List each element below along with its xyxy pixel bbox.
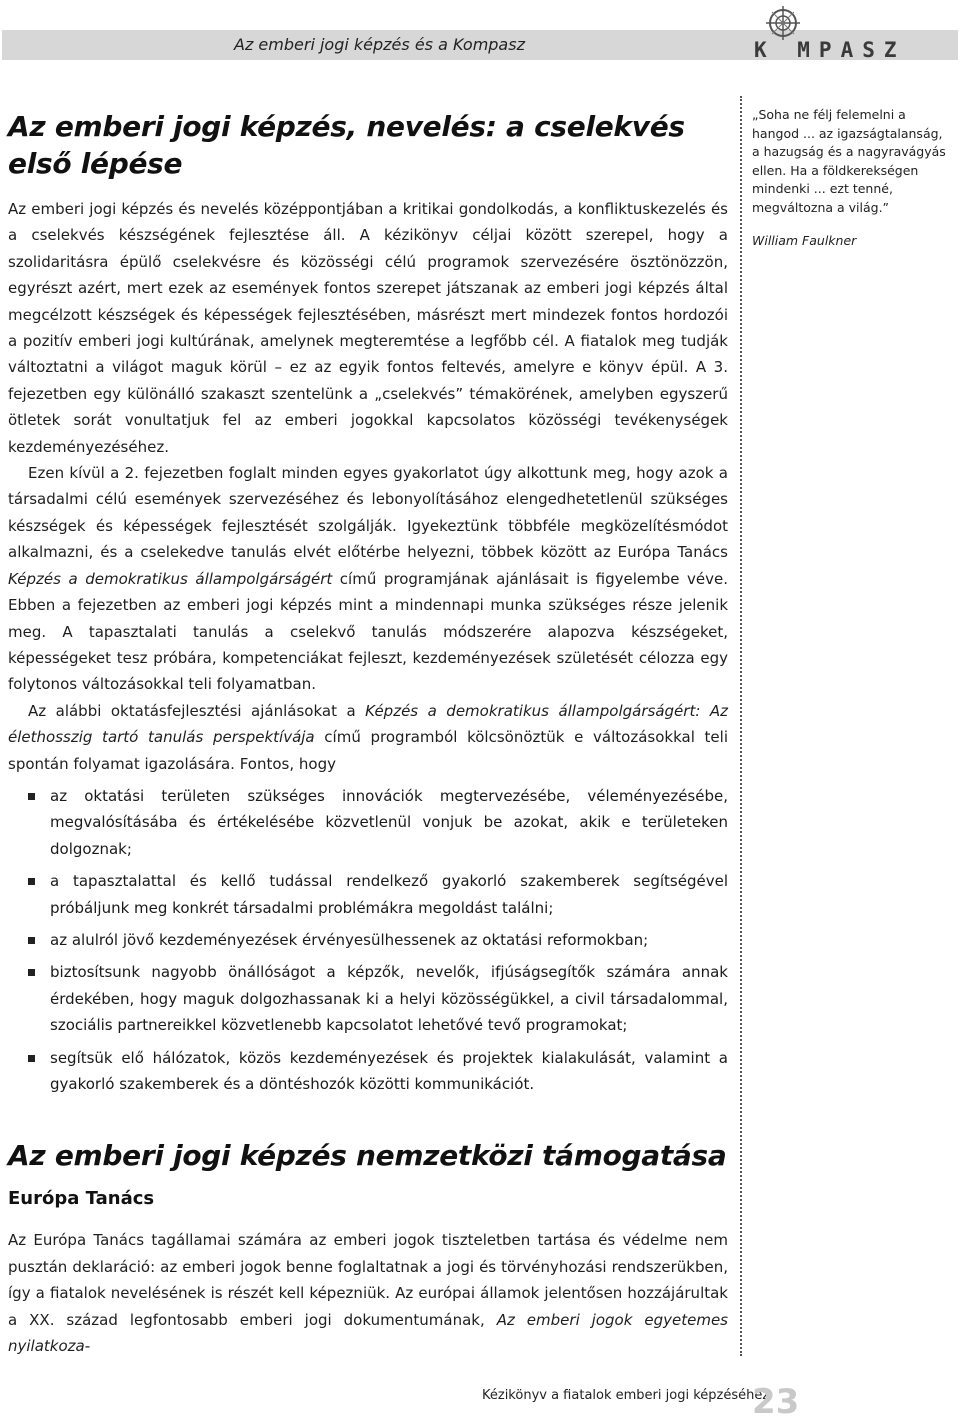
list-item-text: az oktatási területen szükséges innovációk megtervezésébe, véleményezésébe, megvalósításába és értékelésébe közvetlenül vonjuk be azokat, akik e területeken dolgoznak; [50, 786, 728, 858]
sidebar [752, 106, 950, 248]
p2-title-em: Képzés a demokratikus állampolgárságért [8, 569, 333, 588]
bullet-icon [28, 937, 35, 944]
logo-text: K MPASZ [754, 38, 906, 62]
section1-paragraph-2 [8, 460, 728, 698]
bullet-icon [28, 793, 35, 800]
page-number: 23 [752, 1382, 800, 1422]
bullet-icon [28, 969, 35, 976]
section1-paragraph-3 [8, 698, 728, 777]
list-item-text: segítsük elő hálózatok, közös kezdeményezések és projektek kialakulását, valamint a gyakorló szakemberek és a döntéshozók közötti kommunikációt. [50, 1048, 728, 1093]
quote-author: William Faulkner [752, 233, 857, 248]
section2-subheading: Európa Tanács [8, 1188, 155, 1210]
p3-title-em: Képzés a demokratikus állampolgárságért: Az élethosszig tartó tanulás perspektívája [8, 701, 729, 747]
header-title: Az emberi jogi képzés és a Kompasz [234, 35, 525, 54]
p3-text-b: című programból kölcsönöztük e változásokkal teli spontán folyamat igazolására. Fontos, hogy [8, 728, 728, 773]
list-item [8, 1045, 728, 1098]
p3-text-a: Az alábbi oktatásfejlesztési ajánlásokat a [28, 701, 366, 720]
list-item-text: biztosítsunk nagyobb önállóságot a képzők, nevelők, ifjúságsegítők számára annak érdekében, hogy maguk dolgozhassanak ki a helyi közösségükkel, a civil társadalommal, szociális partnereikkel közvetlenebb kapcsolatot lehetővé tevő programokat; [50, 963, 728, 1035]
s2-title-em: Az emberi jogok egyetemes nyilatkoza- [8, 1310, 728, 1356]
s2-text-a: Az Európa Tanács tagállamai számára az emberi jogok tiszteletben tartása és védelme nem pusztán deklaráció: az emberi jogok benne foglaltatnak a jogi és törvényhozási rendszerükben, így a fiatalok nevelésének is részét kell képezniük. Az európai államok jelentősen hozzájárultak a XX. század legfontosabb emberi jogi dokumentumának, [8, 1231, 728, 1329]
section2-heading: Az emberi jogi képzés nemzetközi támogatása [8, 1139, 727, 1173]
compass-icon [766, 6, 800, 40]
section1-paragraph-1 [8, 196, 728, 460]
bullet-icon [28, 1055, 35, 1062]
section1-p1-text: A kézikönyv céljai között szerepel, hogy a szolidaritásra épülő cselekvésre és közösségi célú programok szervezésére ösztönözzön, egyrészt azért, mert ezek az események fontos szerepet játszanak az emberi jogi képzés által megcélzott készségek és képességek fejlesztésében, másrészt mert mindezek fontos hordozói a pozitív emberi jogi kultúrának, amelynek megteremtése a legfőbb cél. A fiatalok meg tudják változtatni a világot maguk körül – ez az egyik fontos feltevés, amelyre e könyv épül. A 3. fejezetben egy különálló szakaszt szentelünk a „cselekvés” témakörének, amelyben egyszerű ötletek sorát vonultatjuk fel az emberi jogokkal kapcsolatos közösségi tevékenységek kezdeményezéséhez. [8, 226, 729, 456]
sidebar-quote: „Soha ne félj felemelni a hangod ... az igazságtalanság, a hazugság és a nagyravágyás ellen. Ha a földkerekségen mindenki ... ezt tenné, megváltozna a világ.” [752, 107, 946, 215]
p2-text-b: című programjának ajánlásait is figyelembe véve. Ebben a fejezetben az emberi jogi képzés mint a mindennapi munka szükséges része jelenik meg. A tapasztalati tanulás a cselekvő tanulás módszerére alapozva készségeket, képességeket tesz próbára, kompetenciákat fejleszt, kezdeményezések születését célozza egy folytonos változásokkal teli folyamatban. [8, 569, 728, 694]
list-item-text: a tapasztalattal és kellő tudással rendelkező gyakorló szakemberek segítségével próbáljunk meg konkrét társadalmi problémákra megoldást találni; [50, 872, 728, 917]
section1-intro: Az emberi jogi képzés és nevelés középpontjában a kritikai gondolkodás, a konfliktuskezelés és a cselekvés készségének fejlesztése áll. [8, 200, 728, 245]
footer-text: Kézikönyv a fiatalok emberi jogi képzéséhez [482, 1388, 770, 1403]
main-column [8, 100, 728, 1359]
column-divider [740, 96, 742, 1356]
p2-text-a: Ezen kívül a 2. fejezetben foglalt minden egyes gyakorlatot úgy alkottunk meg, hogy azok a társadalmi célú események szervezéséhez és lebonyolításához elengedhetetlenül szükséges készségek és képességek fejlesztését szolgálják. Igyekeztünk többféle megközelítésmódot alkalmazni, és a cselekedve tanulás elvét előtérbe helyezni, többek között az Európa Tanács [8, 464, 728, 562]
bullet-icon [28, 878, 35, 885]
list-item [8, 868, 728, 921]
list-item [8, 959, 728, 1038]
kompasz-logo [748, 6, 948, 66]
list-item [8, 783, 728, 862]
page-header [0, 0, 960, 80]
list-item-text: az alulról jövő kezdeményezések érvényesülhessenek az oktatási reformokban; [50, 930, 649, 949]
section2-paragraph-1 [8, 1227, 728, 1359]
section1-heading: Az emberi jogi képzés, nevelés: a cselekvés első lépése [8, 110, 685, 180]
list-item [8, 927, 728, 953]
recommendation-list [8, 783, 728, 1097]
